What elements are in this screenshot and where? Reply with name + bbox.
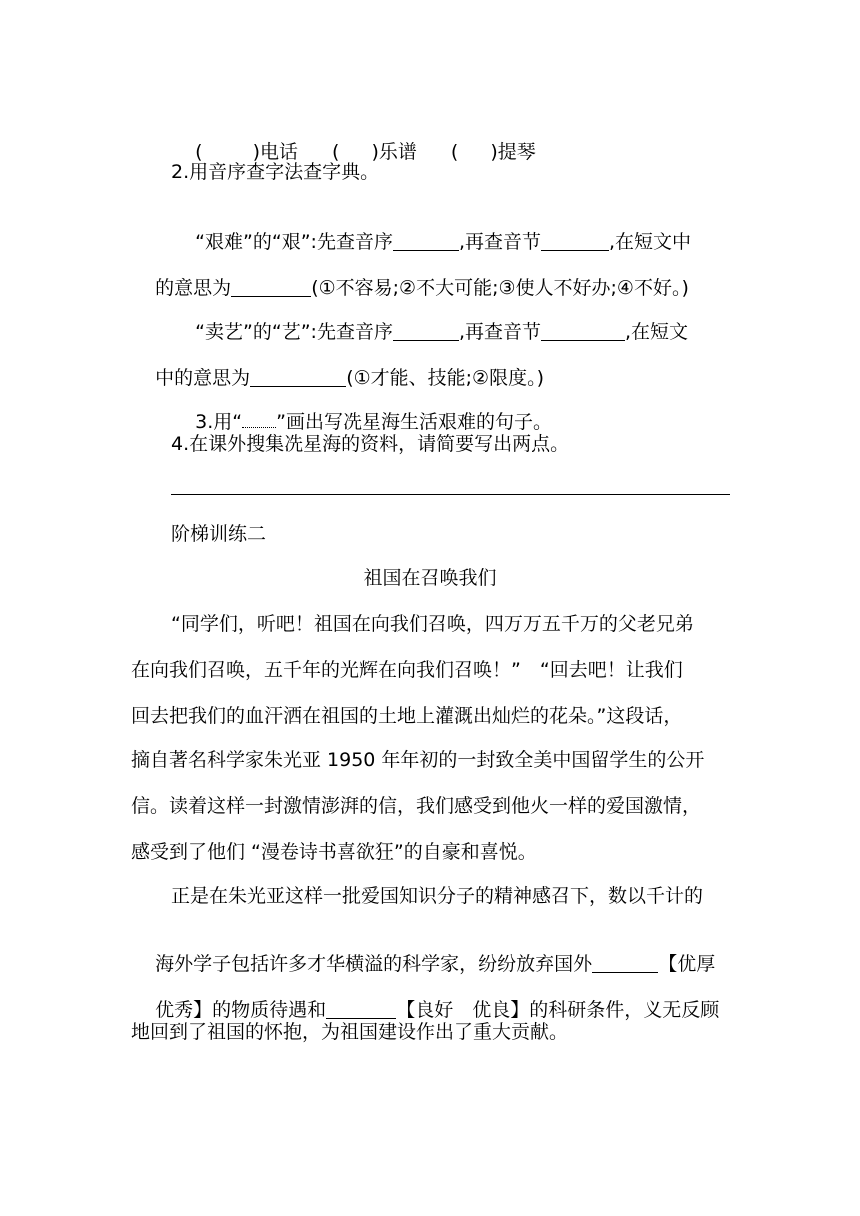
passage-fill-blank[interactable] [592, 952, 658, 973]
q2-a-meaning-blank[interactable] [231, 276, 311, 297]
q2-b-text: ,再查音节 [458, 321, 541, 343]
q1-item-open: ( [195, 141, 203, 163]
q2-a-yinjie-blank[interactable] [541, 230, 609, 251]
q1-item-close: ) [252, 141, 261, 163]
section-heading: 阶梯训练二 [171, 523, 267, 545]
q2-a-prompt: “艰难”的“艰”:先查音序 [195, 231, 393, 253]
passage-text: 海外学子包括许多才华横溢的科学家，纷纷放弃国外 [155, 953, 593, 975]
q1-item-close: ) [490, 141, 498, 163]
q1-item-word: 电话 [260, 141, 299, 163]
q2-b-text: ,在短文 [625, 321, 689, 343]
passage-line: 感受到了他们 “漫卷诗书喜欲狂”的自豪和喜悦。 [131, 841, 537, 863]
q2-a-options: (①不容易;②不大可能;③使人不好办;④不好。) [311, 277, 689, 299]
q2-b-yinjie-blank[interactable] [541, 320, 625, 341]
q2-a-text: ,在短文中 [609, 231, 692, 253]
q2-a-yinxu-blank[interactable] [393, 230, 459, 251]
q1-item-word: 乐谱 [378, 141, 417, 163]
passage-word-choice: 【优厚 [658, 953, 716, 975]
q4-line: 4.在课外搜集冼星海的资料，请简要写出两点。 [171, 433, 570, 455]
wavy-underline-mark [242, 419, 276, 428]
passage-line: 回去把我们的血汗洒在祖国的土地上灌溉出灿烂的花朵。”这段话， [131, 705, 683, 727]
q1-item-word: 提琴 [497, 141, 536, 163]
q1-item-close: ) [371, 141, 379, 163]
passage-line: 信。读着这样一封激情澎湃的信，我们感受到他火一样的爱国激情， [131, 795, 702, 817]
article-title: 祖国在召唤我们 [363, 567, 497, 589]
q2-a-text: ,再查音节 [458, 231, 541, 253]
q1-item-open: ( [450, 141, 459, 163]
passage-line: 在向我们召唤，五千年的光辉在向我们召唤！” “回去吧！让我们 [131, 659, 683, 681]
q2-b-meaning-blank[interactable] [250, 366, 346, 387]
q4-answer-line[interactable] [171, 494, 730, 495]
q2-b-yinxu-blank[interactable] [393, 320, 459, 341]
passage-line: 摘自著名科学家朱光亚 1950 年年初的一封致全美中国留学生的公开 [131, 749, 705, 771]
passage-word-choice: 【良好 优良】的科研条件，义无反顾 [396, 999, 720, 1021]
q3-text: ”画出写冼星海生活艰难的句子。 [276, 411, 553, 433]
passage-text: 优秀】的物质待遇和 [155, 999, 327, 1021]
passage-line: 正是在朱光亚这样一批爱国知识分子的精神感召下，数以千计的 [171, 885, 704, 907]
passage-line: “同学们，听吧！祖国在向我们召唤，四万万五千万的父老兄弟 [171, 613, 694, 635]
q3-text: 3.用“ [195, 411, 243, 433]
q2-b-options: (①才能、技能;②限度。) [346, 367, 544, 389]
passage-line: 地回到了祖国的怀抱，为祖国建设作出了重大贡献。 [131, 1021, 569, 1043]
q2-b-prompt: “卖艺”的“艺”:先查音序 [195, 321, 393, 343]
q1-item-open: ( [332, 141, 340, 163]
q2-title: 2.用音序查字法查字典。 [171, 161, 380, 183]
q2-b-text: 中的意思为 [155, 367, 251, 389]
q2-a-text: 的意思为 [155, 277, 232, 299]
passage-fill-blank[interactable] [326, 998, 396, 1019]
